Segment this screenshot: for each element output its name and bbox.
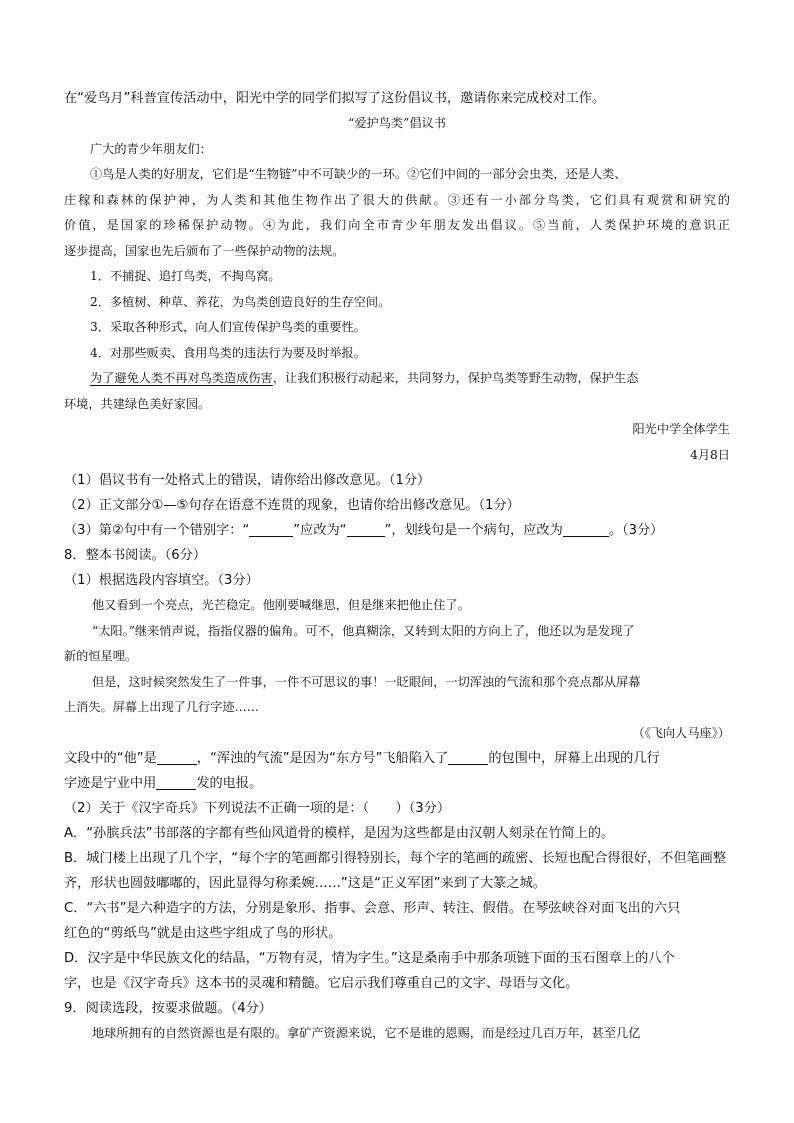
question-9-passage: 地球所拥有的自然资源也是有限的。拿矿产资源来说，它不是谁的恩赐，而是经过几百万年，甚至几亿 [92,1026,641,1040]
letter-item: 2．多植树、种草、养花，为鸟类创造良好的生存空间。 [90,294,391,309]
option-b-line1: B．城门楼上出现了几个字，“每个字的笔画都引得特别长，每个字的笔画的疏密、长短也配合得很好，不但笔画整 [64,851,727,866]
fill-part: 发的电报。 [196,776,263,791]
option-a: A．“孙膑兵法”书部落的字都有些仙风道骨的模样，是因为这些都是由汉朝人刻录在竹简上的。 [64,826,615,841]
q7-3-part: 。（3分） [608,523,664,538]
question-8-heading: 8．整本书阅读。（6分） [64,548,207,563]
letter-body-line: 逐步提高，国家也先后颁布了一些保护动物的法规。 [64,243,345,258]
option-d-line2: 字，也是《汉字奇兵》这本书的灵魂和精髓。它启示我们尊重自己的文字、母语与文化。 [64,976,579,991]
reading-passage-line: 但是，这时候突然发生了一件事，一件不可思议的事！一眨眼间，一切浑浊的气流和那个亮点都从屏幕 [92,674,641,689]
letter-body-line: 庄稼和森林的保护神，为人类和其他生物作出了很大的供献。③还有一小部分鸟类，它们具有观赏和研究的 [64,192,730,207]
answer-blank[interactable] [156,774,196,790]
answer-blank[interactable] [448,749,488,765]
letter-item: 3．采取各种形式，向人们宣传保护鸟类的重要性。 [90,320,366,334]
option-b-line2: 齐，形状也圆鼓嘟嘟的，因此显得匀称柔婉……”这是“正义军团”来到了大篆之城。 [64,876,547,891]
option-c-line1: C．“六书”是六种造字的方法，分别是象形、指事、会意、形声、转注、假借。在琴弦峡谷对面飞出的六只 [64,901,681,916]
answer-blank[interactable] [157,749,197,765]
passage-source: （《飞向人马座》） [632,725,730,740]
reading-passage-line: 他又看到一个亮点，光芒稳定。他刚要喊继思，但是继来把他止住了。 [92,598,470,612]
fill-part: ，“浑浊的气流”是因为“东方号”飞船陷入了 [196,751,449,766]
letter-title: “爱护鸟类”倡议书 [348,116,446,130]
underlined-sentence: 为了避免人类不再对鸟类造成伤害 [90,371,273,385]
question-7-1: （1）倡议书有一处格式上的错误，请你给出修改意见。（1分） [64,473,431,488]
q7-3-part: ”应改为“ [293,523,347,538]
question-9-heading: 9．阅读选段，按要求做题。（4分） [64,1001,272,1016]
option-c-line2: 红色的“剪纸鸟”就是由这些字组成了鸟的形状。 [64,926,342,941]
question-8-2: （2）关于《汉字奇兵》下列说法不正确一项的是：（ ）（3分） [64,801,451,816]
reading-passage-line: 上消失。屏幕上出现了几行字迹…… [64,700,259,714]
letter-greeting: 广大的青少年朋友们： [90,141,212,156]
letter-signature: 阳光中学全体学生 [632,422,730,436]
letter-closing [64,366,730,392]
answer-blank[interactable] [249,521,293,537]
closing-rest: ，让我们积极行动起来，共同努力，保护鸟类等野生动物，保护生态 [272,371,639,385]
question-7-2: （2）正文部分①—⑤句存在语意不连贯的现象，也请你给出修改意见。（1分） [64,498,520,513]
question-7-3 [64,518,730,543]
question-8-1: （1）根据选段内容填空。（3分） [64,573,259,588]
answer-blank[interactable] [563,521,609,537]
letter-item: 4．对那些贩卖、食用鸟类的违法行为要及时举报。 [90,345,366,360]
reading-passage-line: 新的恒星哩。 [64,649,138,663]
option-d-line1: D．汉字是中华民族文化的结晶，“万物有灵，情为字生。”这是桑南手中那条项链下面的玉石图章上的八个 [64,951,675,966]
q7-3-part: （3）第②句中有一个错别字：“ [64,523,250,538]
letter-body-line: ①鸟是人类的好朋友，它们是“生物链”中不可缺少的一环。②它们中间的一部分会虫类，还是人类、 [90,167,627,181]
exam-page [64,86,730,1047]
letter-closing-line2: 环境，共建绿色美好家园。 [64,396,211,411]
letter-body-line: 价值，是国家的珍稀保护动物。④为此，我们向全市青少年朋友发出倡议。⑤当前，人类保护环境的意识正 [64,218,730,232]
fill-part: 文段中的“他”是 [64,751,157,766]
fill-part: 字迹是宁业中用 [64,776,157,791]
letter-item: 1．不捕捉、追打鸟类，不掏鸟窝。 [90,269,281,283]
question-8-fill [64,746,730,771]
letter-date: 4月8日 [690,447,730,462]
fill-part: 的包围中，屏幕上出现的几行 [488,751,660,766]
q7-3-part: ”，划线句是一个病句，应改为 [384,523,563,538]
reading-passage-line: “太阳。”继来悄声说，指指仪器的偏角。可不，他真糊涂，又转到太阳的方向上了，他还以为是发现了 [92,623,635,638]
intro-text: 在“爱鸟月”科普宣传活动中，阳光中学的同学们拟写了这份倡议书，邀请你来完成校对工作。 [64,91,606,106]
question-8-fill-line2 [64,771,730,796]
answer-blank[interactable] [347,521,385,537]
